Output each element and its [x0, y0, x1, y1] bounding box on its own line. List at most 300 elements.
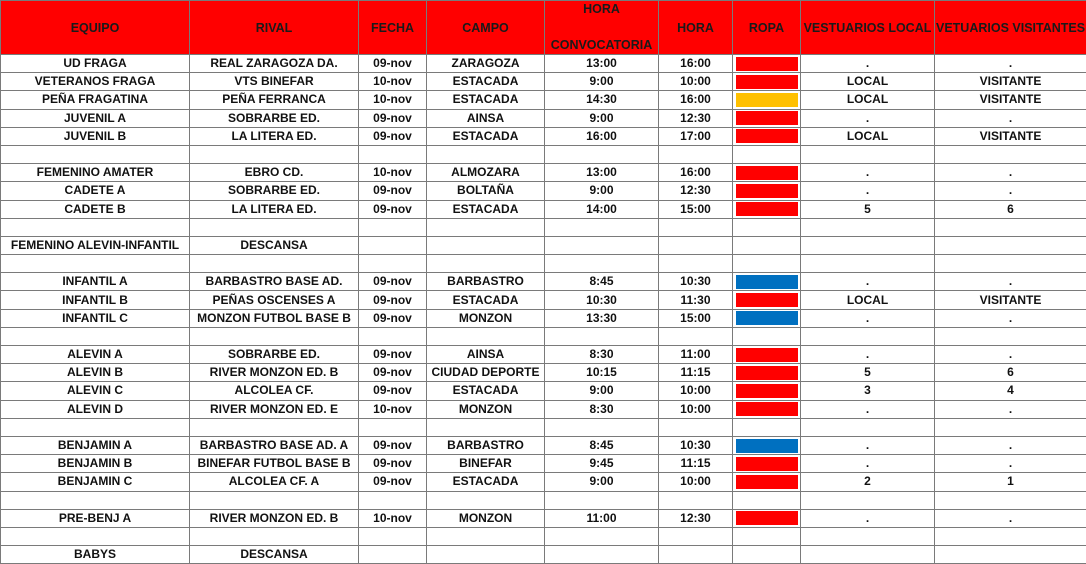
cell-vestuario-visitante	[935, 327, 1086, 345]
cell-hora: 16:00	[659, 164, 733, 182]
cell-hora: 16:00	[659, 91, 733, 109]
cell-fecha	[359, 491, 427, 509]
table-row	[1, 164, 1086, 182]
cell-equipo: INFANTIL C	[1, 309, 190, 327]
cell-fecha: 10-nov	[359, 400, 427, 418]
cell-rival: SOBRARBE ED.	[190, 182, 359, 200]
cell-vestuario-visitante: 6	[935, 364, 1086, 382]
cell-equipo: BABYS	[1, 546, 190, 564]
cell-fecha: 10-nov	[359, 91, 427, 109]
cell-vestuario-local: .	[801, 273, 935, 291]
table-row	[1, 127, 1086, 145]
table-row	[1, 200, 1086, 218]
ropa-color-swatch	[736, 402, 798, 416]
cell-ropa	[733, 509, 801, 527]
cell-hora: 11:15	[659, 455, 733, 473]
cell-hora-convocatoria: 8:45	[545, 436, 659, 454]
cell-vestuario-visitante	[935, 236, 1086, 254]
cell-ropa	[733, 327, 801, 345]
cell-vestuario-local: 5	[801, 200, 935, 218]
cell-ropa	[733, 400, 801, 418]
cell-ropa	[733, 109, 801, 127]
cell-ropa	[733, 546, 801, 564]
cell-vestuario-local	[801, 145, 935, 163]
cell-rival: ALCOLEA CF. A	[190, 473, 359, 491]
cell-equipo: INFANTIL B	[1, 291, 190, 309]
cell-rival: LA LITERA ED.	[190, 200, 359, 218]
cell-hora: 10:00	[659, 400, 733, 418]
table-row	[1, 309, 1086, 327]
header-hora-convocatoria	[545, 1, 659, 55]
cell-vestuario-local	[801, 236, 935, 254]
cell-hora: 10:30	[659, 436, 733, 454]
cell-fecha: 09-nov	[359, 127, 427, 145]
cell-hora-convocatoria: 8:30	[545, 346, 659, 364]
cell-vestuario-local	[801, 491, 935, 509]
cell-vestuario-visitante: .	[935, 509, 1086, 527]
cell-vestuario-local: .	[801, 309, 935, 327]
cell-fecha	[359, 145, 427, 163]
ropa-color-swatch	[736, 475, 798, 489]
cell-rival: ALCOLEA CF.	[190, 382, 359, 400]
cell-ropa	[733, 273, 801, 291]
cell-hora: 10:00	[659, 382, 733, 400]
cell-fecha	[359, 546, 427, 564]
cell-equipo: ALEVIN B	[1, 364, 190, 382]
cell-rival: REAL ZARAGOZA DA.	[190, 55, 359, 73]
cell-rival	[190, 218, 359, 236]
cell-hora-convocatoria: 9:45	[545, 455, 659, 473]
cell-vestuario-local: .	[801, 55, 935, 73]
table-row	[1, 418, 1086, 436]
table-row	[1, 491, 1086, 509]
cell-equipo: FEMENINO ALEVIN-INFANTIL	[1, 236, 190, 254]
cell-rival: RIVER MONZON ED. B	[190, 364, 359, 382]
cell-campo: MONZON	[427, 509, 545, 527]
cell-vestuario-visitante: .	[935, 400, 1086, 418]
table-row	[1, 145, 1086, 163]
cell-vestuario-local: .	[801, 400, 935, 418]
header-vestuarios-visitantes: VETUARIOS VISITANTES	[935, 1, 1086, 55]
cell-fecha: 09-nov	[359, 436, 427, 454]
cell-equipo: BENJAMIN C	[1, 473, 190, 491]
cell-vestuario-visitante: .	[935, 182, 1086, 200]
cell-vestuario-visitante: VISITANTE	[935, 91, 1086, 109]
cell-vestuario-local: 3	[801, 382, 935, 400]
cell-ropa	[733, 145, 801, 163]
cell-campo: BARBASTRO	[427, 436, 545, 454]
cell-hora	[659, 255, 733, 273]
cell-campo	[427, 327, 545, 345]
cell-campo: ESTACADA	[427, 127, 545, 145]
cell-hora-convocatoria	[545, 418, 659, 436]
cell-rival: SOBRARBE ED.	[190, 109, 359, 127]
cell-fecha	[359, 527, 427, 545]
cell-vestuario-local	[801, 255, 935, 273]
cell-campo: BINEFAR	[427, 455, 545, 473]
cell-campo	[427, 418, 545, 436]
cell-equipo: ALEVIN C	[1, 382, 190, 400]
ropa-color-swatch	[736, 439, 798, 453]
cell-vestuario-local	[801, 327, 935, 345]
cell-vestuario-local	[801, 527, 935, 545]
cell-ropa	[733, 436, 801, 454]
cell-ropa	[733, 418, 801, 436]
cell-fecha	[359, 255, 427, 273]
cell-vestuario-local: .	[801, 346, 935, 364]
cell-ropa	[733, 73, 801, 91]
cell-vestuario-visitante: VISITANTE	[935, 291, 1086, 309]
table-row	[1, 109, 1086, 127]
cell-equipo: BENJAMIN A	[1, 436, 190, 454]
header-vestuarios-local: VESTUARIOS LOCAL	[801, 1, 935, 55]
cell-rival	[190, 327, 359, 345]
cell-fecha	[359, 327, 427, 345]
cell-hora-convocatoria	[545, 491, 659, 509]
cell-vestuario-local: .	[801, 509, 935, 527]
cell-hora-convocatoria	[545, 255, 659, 273]
table-row	[1, 455, 1086, 473]
cell-campo	[427, 145, 545, 163]
cell-ropa	[733, 55, 801, 73]
cell-vestuario-local	[801, 546, 935, 564]
cell-rival	[190, 491, 359, 509]
cell-vestuario-visitante: VISITANTE	[935, 127, 1086, 145]
cell-vestuario-local	[801, 418, 935, 436]
ropa-color-swatch	[736, 57, 798, 71]
cell-ropa	[733, 491, 801, 509]
cell-hora: 12:30	[659, 109, 733, 127]
cell-hora	[659, 236, 733, 254]
cell-vestuario-visitante: .	[935, 164, 1086, 182]
cell-equipo	[1, 491, 190, 509]
cell-equipo: VETERANOS FRAGA	[1, 73, 190, 91]
cell-hora: 12:30	[659, 182, 733, 200]
cell-hora	[659, 145, 733, 163]
cell-ropa	[733, 527, 801, 545]
ropa-color-swatch	[736, 511, 798, 525]
cell-ropa	[733, 473, 801, 491]
cell-vestuario-visitante: 1	[935, 473, 1086, 491]
table-row	[1, 382, 1086, 400]
cell-vestuario-visitante: .	[935, 109, 1086, 127]
cell-hora-convocatoria	[545, 546, 659, 564]
cell-ropa	[733, 127, 801, 145]
cell-hora-convocatoria: 14:30	[545, 91, 659, 109]
cell-vestuario-visitante: .	[935, 273, 1086, 291]
header-equipo: EQUIPO	[1, 1, 190, 55]
header-hora: HORA	[659, 1, 733, 55]
table-row	[1, 255, 1086, 273]
cell-hora	[659, 418, 733, 436]
cell-campo	[427, 527, 545, 545]
cell-vestuario-local: .	[801, 455, 935, 473]
cell-equipo	[1, 218, 190, 236]
cell-hora-convocatoria: 9:00	[545, 182, 659, 200]
header-hora-convocatoria-line1: HORA	[545, 2, 658, 16]
cell-hora: 16:00	[659, 55, 733, 73]
cell-hora: 10:30	[659, 273, 733, 291]
ropa-color-swatch	[736, 348, 798, 362]
header-ropa: ROPA	[733, 1, 801, 55]
cell-fecha	[359, 418, 427, 436]
cell-hora-convocatoria: 9:00	[545, 73, 659, 91]
cell-fecha: 09-nov	[359, 291, 427, 309]
cell-hora: 15:00	[659, 309, 733, 327]
cell-hora: 17:00	[659, 127, 733, 145]
cell-rival: BARBASTRO BASE AD.	[190, 273, 359, 291]
cell-equipo	[1, 527, 190, 545]
cell-ropa	[733, 382, 801, 400]
cell-hora: 11:15	[659, 364, 733, 382]
cell-rival: BINEFAR FUTBOL BASE B	[190, 455, 359, 473]
cell-hora-convocatoria: 16:00	[545, 127, 659, 145]
cell-rival: SOBRARBE ED.	[190, 346, 359, 364]
ropa-color-swatch	[736, 111, 798, 125]
cell-hora-convocatoria: 9:00	[545, 473, 659, 491]
ropa-color-swatch	[736, 457, 798, 471]
cell-ropa	[733, 182, 801, 200]
table-row	[1, 546, 1086, 564]
header-hora-convocatoria-line2: CONVOCATORIA	[545, 38, 658, 52]
cell-rival: BARBASTRO BASE AD. A	[190, 436, 359, 454]
cell-fecha	[359, 218, 427, 236]
table-body	[1, 55, 1086, 564]
cell-campo: CIUDAD DEPORTE	[427, 364, 545, 382]
cell-fecha: 09-nov	[359, 55, 427, 73]
cell-hora: 11:00	[659, 346, 733, 364]
cell-equipo: ALEVIN A	[1, 346, 190, 364]
cell-fecha: 09-nov	[359, 455, 427, 473]
cell-equipo: CADETE A	[1, 182, 190, 200]
cell-ropa	[733, 236, 801, 254]
cell-rival: LA LITERA ED.	[190, 127, 359, 145]
cell-fecha	[359, 236, 427, 254]
cell-rival	[190, 255, 359, 273]
cell-fecha: 10-nov	[359, 509, 427, 527]
ropa-color-swatch	[736, 202, 798, 216]
cell-rival: PEÑA FERRANCA	[190, 91, 359, 109]
cell-equipo: CADETE B	[1, 200, 190, 218]
cell-vestuario-visitante	[935, 491, 1086, 509]
cell-hora: 10:00	[659, 73, 733, 91]
cell-vestuario-local: .	[801, 164, 935, 182]
cell-vestuario-visitante	[935, 527, 1086, 545]
cell-equipo	[1, 255, 190, 273]
cell-fecha: 09-nov	[359, 364, 427, 382]
cell-rival: RIVER MONZON ED. B	[190, 509, 359, 527]
table-row	[1, 55, 1086, 73]
cell-hora-convocatoria: 9:00	[545, 382, 659, 400]
cell-campo	[427, 236, 545, 254]
cell-hora: 12:30	[659, 509, 733, 527]
cell-rival: PEÑAS OSCENSES A	[190, 291, 359, 309]
cell-equipo: JUVENIL B	[1, 127, 190, 145]
cell-hora-convocatoria: 13:00	[545, 164, 659, 182]
cell-vestuario-visitante	[935, 255, 1086, 273]
table-row	[1, 364, 1086, 382]
cell-hora-convocatoria: 13:30	[545, 309, 659, 327]
cell-ropa	[733, 455, 801, 473]
ropa-color-swatch	[736, 75, 798, 89]
cell-campo: AINSA	[427, 346, 545, 364]
cell-ropa	[733, 91, 801, 109]
cell-campo: ESTACADA	[427, 200, 545, 218]
header-row	[1, 1, 1086, 55]
cell-fecha: 09-nov	[359, 346, 427, 364]
cell-campo	[427, 218, 545, 236]
table-row	[1, 509, 1086, 527]
cell-vestuario-visitante	[935, 218, 1086, 236]
table-row	[1, 73, 1086, 91]
table-row	[1, 91, 1086, 109]
cell-vestuario-visitante	[935, 145, 1086, 163]
cell-campo: MONZON	[427, 309, 545, 327]
cell-campo	[427, 546, 545, 564]
cell-vestuario-local: LOCAL	[801, 127, 935, 145]
cell-vestuario-visitante: .	[935, 346, 1086, 364]
cell-ropa	[733, 200, 801, 218]
ropa-color-swatch	[736, 129, 798, 143]
cell-vestuario-visitante: .	[935, 55, 1086, 73]
table-row	[1, 182, 1086, 200]
header-fecha: FECHA	[359, 1, 427, 55]
header-campo: CAMPO	[427, 1, 545, 55]
cell-hora	[659, 491, 733, 509]
cell-campo: ESTACADA	[427, 91, 545, 109]
cell-rival: VTS BINEFAR	[190, 73, 359, 91]
cell-hora-convocatoria: 10:30	[545, 291, 659, 309]
ropa-color-swatch	[736, 93, 798, 107]
cell-equipo: JUVENIL A	[1, 109, 190, 127]
cell-hora-convocatoria: 8:45	[545, 273, 659, 291]
table-row	[1, 327, 1086, 345]
table-header	[1, 1, 1086, 55]
cell-vestuario-local: .	[801, 436, 935, 454]
cell-fecha: 09-nov	[359, 309, 427, 327]
cell-vestuario-visitante: VISITANTE	[935, 73, 1086, 91]
cell-vestuario-visitante: 6	[935, 200, 1086, 218]
cell-equipo: ALEVIN D	[1, 400, 190, 418]
cell-hora-convocatoria	[545, 218, 659, 236]
cell-equipo	[1, 327, 190, 345]
cell-hora-convocatoria: 14:00	[545, 200, 659, 218]
cell-equipo	[1, 418, 190, 436]
table-row	[1, 346, 1086, 364]
cell-vestuario-visitante: .	[935, 436, 1086, 454]
cell-rival	[190, 418, 359, 436]
cell-fecha: 09-nov	[359, 182, 427, 200]
cell-vestuario-local: LOCAL	[801, 73, 935, 91]
cell-campo: AINSA	[427, 109, 545, 127]
cell-vestuario-local: LOCAL	[801, 291, 935, 309]
cell-equipo: PRE-BENJ A	[1, 509, 190, 527]
ropa-color-swatch	[736, 384, 798, 398]
cell-campo: ESTACADA	[427, 382, 545, 400]
table-row	[1, 473, 1086, 491]
cell-hora-convocatoria: 8:30	[545, 400, 659, 418]
cell-campo: BOLTAÑA	[427, 182, 545, 200]
cell-vestuario-local: LOCAL	[801, 91, 935, 109]
ropa-color-swatch	[736, 293, 798, 307]
cell-fecha: 09-nov	[359, 200, 427, 218]
cell-rival: DESCANSA	[190, 546, 359, 564]
cell-hora-convocatoria: 9:00	[545, 109, 659, 127]
cell-ropa	[733, 309, 801, 327]
cell-hora-convocatoria: 11:00	[545, 509, 659, 527]
cell-rival: RIVER MONZON ED. E	[190, 400, 359, 418]
table-row	[1, 218, 1086, 236]
cell-vestuario-local: .	[801, 182, 935, 200]
cell-vestuario-visitante: 4	[935, 382, 1086, 400]
cell-vestuario-visitante: .	[935, 455, 1086, 473]
cell-rival: DESCANSA	[190, 236, 359, 254]
cell-campo	[427, 255, 545, 273]
table-row	[1, 436, 1086, 454]
cell-ropa	[733, 218, 801, 236]
header-rival: RIVAL	[190, 1, 359, 55]
cell-rival	[190, 145, 359, 163]
cell-equipo: UD FRAGA	[1, 55, 190, 73]
cell-fecha: 10-nov	[359, 73, 427, 91]
cell-ropa	[733, 164, 801, 182]
cell-hora-convocatoria	[545, 527, 659, 545]
cell-equipo: FEMENINO AMATER	[1, 164, 190, 182]
cell-hora: 15:00	[659, 200, 733, 218]
cell-fecha: 10-nov	[359, 164, 427, 182]
cell-campo: ESTACADA	[427, 291, 545, 309]
cell-campo: ESTACADA	[427, 473, 545, 491]
ropa-color-swatch	[736, 184, 798, 198]
cell-hora-convocatoria: 10:15	[545, 364, 659, 382]
cell-rival	[190, 527, 359, 545]
cell-campo: MONZON	[427, 400, 545, 418]
cell-equipo	[1, 145, 190, 163]
cell-fecha: 09-nov	[359, 473, 427, 491]
cell-vestuario-local: 2	[801, 473, 935, 491]
cell-fecha: 09-nov	[359, 109, 427, 127]
cell-hora	[659, 546, 733, 564]
table-row	[1, 236, 1086, 254]
table-row	[1, 273, 1086, 291]
cell-campo: ZARAGOZA	[427, 55, 545, 73]
cell-ropa	[733, 255, 801, 273]
cell-equipo: BENJAMIN B	[1, 455, 190, 473]
cell-ropa	[733, 364, 801, 382]
cell-campo: ESTACADA	[427, 73, 545, 91]
cell-hora	[659, 527, 733, 545]
cell-equipo: PEÑA FRAGATINA	[1, 91, 190, 109]
cell-equipo: INFANTIL A	[1, 273, 190, 291]
cell-vestuario-visitante: .	[935, 309, 1086, 327]
table-row	[1, 400, 1086, 418]
cell-campo: ALMOZARA	[427, 164, 545, 182]
cell-hora-convocatoria: 13:00	[545, 55, 659, 73]
cell-vestuario-visitante	[935, 418, 1086, 436]
cell-vestuario-local	[801, 218, 935, 236]
cell-campo	[427, 491, 545, 509]
cell-ropa	[733, 346, 801, 364]
cell-campo: BARBASTRO	[427, 273, 545, 291]
cell-vestuario-visitante	[935, 546, 1086, 564]
cell-hora: 10:00	[659, 473, 733, 491]
ropa-color-swatch	[736, 311, 798, 325]
ropa-color-swatch	[736, 366, 798, 380]
cell-fecha: 09-nov	[359, 273, 427, 291]
ropa-color-swatch	[736, 275, 798, 289]
cell-rival: EBRO CD.	[190, 164, 359, 182]
cell-vestuario-local: 5	[801, 364, 935, 382]
